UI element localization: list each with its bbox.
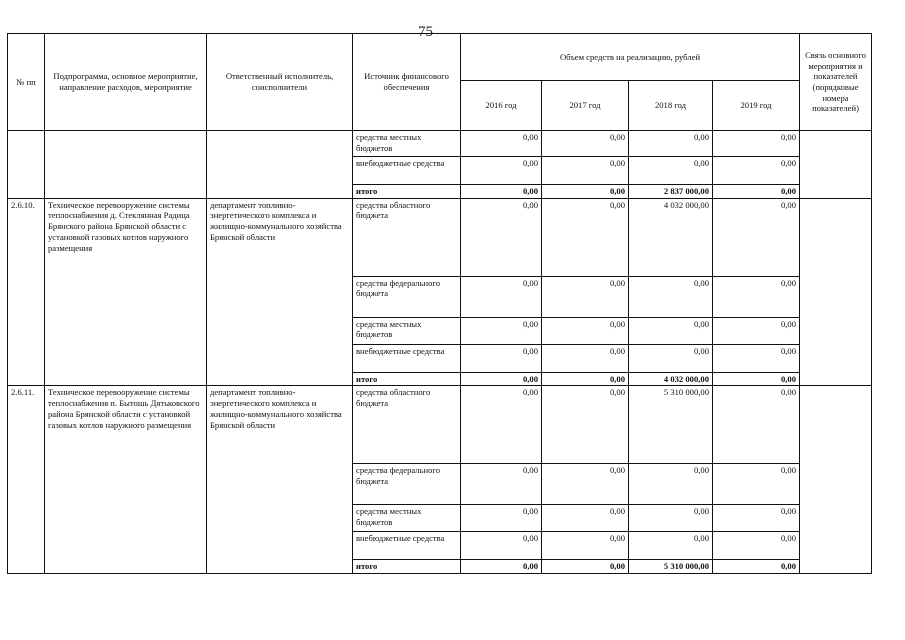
value-cell: 0,00 xyxy=(542,344,629,372)
header-year: 2019 год xyxy=(713,81,800,131)
value-cell: 0,00 xyxy=(629,532,713,560)
source-cell: средства федерального бюджета xyxy=(353,464,461,505)
link-cell xyxy=(800,198,872,386)
value-cell: 0,00 xyxy=(629,131,713,157)
program-cell: Техническое перевооружение системы теплоснабжения п. Бытошь Дятьковского района Брянской области с установкой газовых котлов наружного размещения xyxy=(45,386,207,574)
value-cell: 0,00 xyxy=(542,532,629,560)
page-number: 75 xyxy=(418,24,433,40)
num-cell: 2.6.11. xyxy=(8,386,45,574)
table-row xyxy=(8,386,872,464)
table-row xyxy=(8,131,872,157)
value-cell: 0,00 xyxy=(461,317,542,344)
value-cell: 0,00 xyxy=(629,276,713,317)
header-year: 2017 год xyxy=(542,81,629,131)
value-cell: 5 310 000,00 xyxy=(629,560,713,574)
value-cell: 0,00 xyxy=(713,198,800,276)
source-cell: средства областного бюджета xyxy=(353,198,461,276)
source-cell: итого xyxy=(353,560,461,574)
value-cell: 0,00 xyxy=(461,532,542,560)
value-cell: 0,00 xyxy=(713,185,800,199)
value-cell: 0,00 xyxy=(542,464,629,505)
value-cell: 0,00 xyxy=(461,505,542,532)
header-link: Связь основного мероприятия и показателей (порядковые номера показателей) xyxy=(800,34,872,131)
header-source: Источник финансового обеспечения xyxy=(353,34,461,131)
value-cell: 0,00 xyxy=(542,185,629,199)
num-cell: 2.6.10. xyxy=(8,198,45,386)
header-year: 2016 год xyxy=(461,81,542,131)
header-program: Подпрограмма, основное мероприятие, направление расходов, мероприятие xyxy=(45,34,207,131)
value-cell: 0,00 xyxy=(629,344,713,372)
header-num: № пп xyxy=(8,34,45,131)
value-cell: 0,00 xyxy=(713,317,800,344)
program-cell: Техническое перевооружение системы теплоснабжения д. Стеклянная Радица Брянского района Брянской области с установкой газовых котлов наружного размещения xyxy=(45,198,207,386)
value-cell: 0,00 xyxy=(461,131,542,157)
value-cell: 0,00 xyxy=(713,386,800,464)
header-volume: Объем средств на реализацию, рублей xyxy=(461,34,800,81)
num-cell xyxy=(8,131,45,199)
value-cell: 0,00 xyxy=(461,185,542,199)
value-cell: 0,00 xyxy=(461,464,542,505)
value-cell: 0,00 xyxy=(461,157,542,185)
value-cell: 0,00 xyxy=(629,157,713,185)
source-cell: внебюджетные средства xyxy=(353,157,461,185)
value-cell: 0,00 xyxy=(713,464,800,505)
budget-table xyxy=(7,33,872,574)
value-cell: 2 837 000,00 xyxy=(629,185,713,199)
value-cell: 0,00 xyxy=(713,276,800,317)
value-cell: 5 310 000,00 xyxy=(629,386,713,464)
value-cell: 0,00 xyxy=(629,464,713,505)
source-cell: средства местных бюджетов xyxy=(353,505,461,532)
source-cell: внебюджетные средства xyxy=(353,344,461,372)
value-cell: 0,00 xyxy=(713,131,800,157)
value-cell: 0,00 xyxy=(542,317,629,344)
header-year: 2018 год xyxy=(629,81,713,131)
value-cell: 0,00 xyxy=(542,131,629,157)
table-row xyxy=(8,198,872,276)
source-cell: средства областного бюджета xyxy=(353,386,461,464)
value-cell: 4 032 000,00 xyxy=(629,198,713,276)
value-cell: 0,00 xyxy=(713,505,800,532)
link-cell xyxy=(800,386,872,574)
value-cell: 0,00 xyxy=(461,386,542,464)
value-cell: 0,00 xyxy=(629,505,713,532)
value-cell: 0,00 xyxy=(713,157,800,185)
responsible-cell: департамент топливно-энергетического комплекса и жилищно-коммунального хозяйства Брянской области xyxy=(207,198,353,386)
value-cell: 0,00 xyxy=(542,560,629,574)
responsible-cell: департамент топливно-энергетического комплекса и жилищно-коммунального хозяйства Брянской области xyxy=(207,386,353,574)
value-cell: 0,00 xyxy=(713,372,800,386)
responsible-cell xyxy=(207,131,353,199)
value-cell: 0,00 xyxy=(713,560,800,574)
value-cell: 0,00 xyxy=(713,532,800,560)
source-cell: внебюджетные средства xyxy=(353,532,461,560)
value-cell: 0,00 xyxy=(542,372,629,386)
value-cell: 0,00 xyxy=(713,344,800,372)
value-cell: 0,00 xyxy=(461,372,542,386)
source-cell: средства федерального бюджета xyxy=(353,276,461,317)
value-cell: 0,00 xyxy=(461,198,542,276)
value-cell: 4 032 000,00 xyxy=(629,372,713,386)
value-cell: 0,00 xyxy=(629,317,713,344)
value-cell: 0,00 xyxy=(542,276,629,317)
program-cell xyxy=(45,131,207,199)
value-cell: 0,00 xyxy=(542,157,629,185)
value-cell: 0,00 xyxy=(461,344,542,372)
source-cell: итого xyxy=(353,185,461,199)
value-cell: 0,00 xyxy=(542,505,629,532)
value-cell: 0,00 xyxy=(461,560,542,574)
value-cell: 0,00 xyxy=(461,276,542,317)
source-cell: средства местных бюджетов xyxy=(353,131,461,157)
source-cell: итого xyxy=(353,372,461,386)
header-responsible: Ответственный исполнитель, соисполнители xyxy=(207,34,353,131)
source-cell: средства местных бюджетов xyxy=(353,317,461,344)
value-cell: 0,00 xyxy=(542,386,629,464)
value-cell: 0,00 xyxy=(542,198,629,276)
link-cell xyxy=(800,131,872,199)
